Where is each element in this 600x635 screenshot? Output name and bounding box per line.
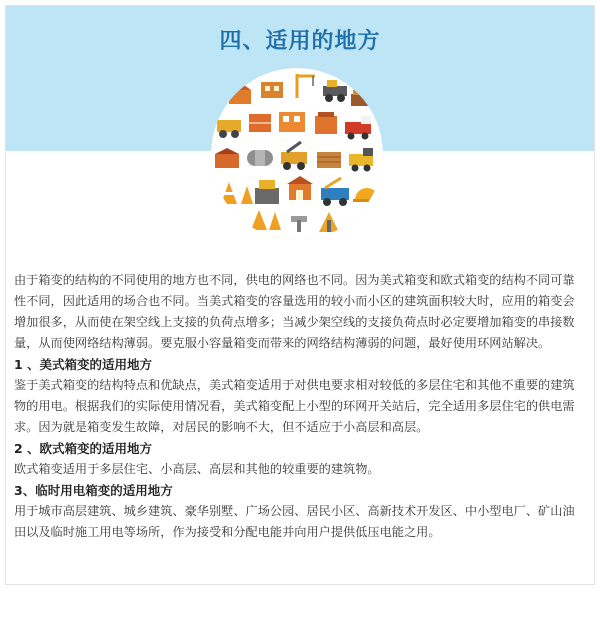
section-heading-temporary: 3、临时用电箱变的适用地方 bbox=[14, 483, 173, 498]
section-text-temporary: 用于城市高层建筑、城乡建筑、豪华别墅、广场公园、居民小区、高新技术开发区、中小型电厂、矿山油田以及临时施工用电等场所，作为接受和分配电能并向用户提供低压电能之用。 bbox=[14, 504, 575, 539]
section-text-european: 欧式箱变适用于多层住宅、小高层、高层和其他的较重要的建筑物。 bbox=[14, 462, 380, 476]
section-text-american: 鉴于美式箱变的结构特点和优缺点，美式箱变适用于对供电要求相对较低的多层住宅和其他不重要的建筑物的用电。根据我们的实际使用情况看，美式箱变配上小型的环网开关站后，完全适用多层住宅的供电需求。因为就是箱变发生故障，对居民的影响不大，但不适应于小高层和高层。 bbox=[14, 378, 575, 434]
section-heading-american: 1 、美式箱变的适用地方 bbox=[14, 357, 153, 372]
construction-equipment-collage-icon bbox=[211, 68, 383, 240]
section-heading-european: 2 、欧式箱变的适用地方 bbox=[14, 441, 153, 456]
intro-paragraph: 由于箱变的结构的不同使用的地方也不同，供电的网络也不同。因为美式箱变和欧式箱变的结构不同可靠性不同，因此适用的场合也不同。当美式箱变的容量选用的较小而小区的建筑面积较大时，应用的箱变会增加很多，从而使在架空线上支接的负荷点增多；当减少架空线的支接负荷点时必定要增加箱变的串接数量，从而使网络结构薄弱。要克服小容量箱变而带来的网络结构薄弱的问题，最好使用环网站解决。 bbox=[14, 273, 575, 350]
article-frame bbox=[5, 5, 595, 585]
section-title: 四、适用的地方 bbox=[219, 29, 381, 54]
article-body bbox=[14, 270, 586, 543]
